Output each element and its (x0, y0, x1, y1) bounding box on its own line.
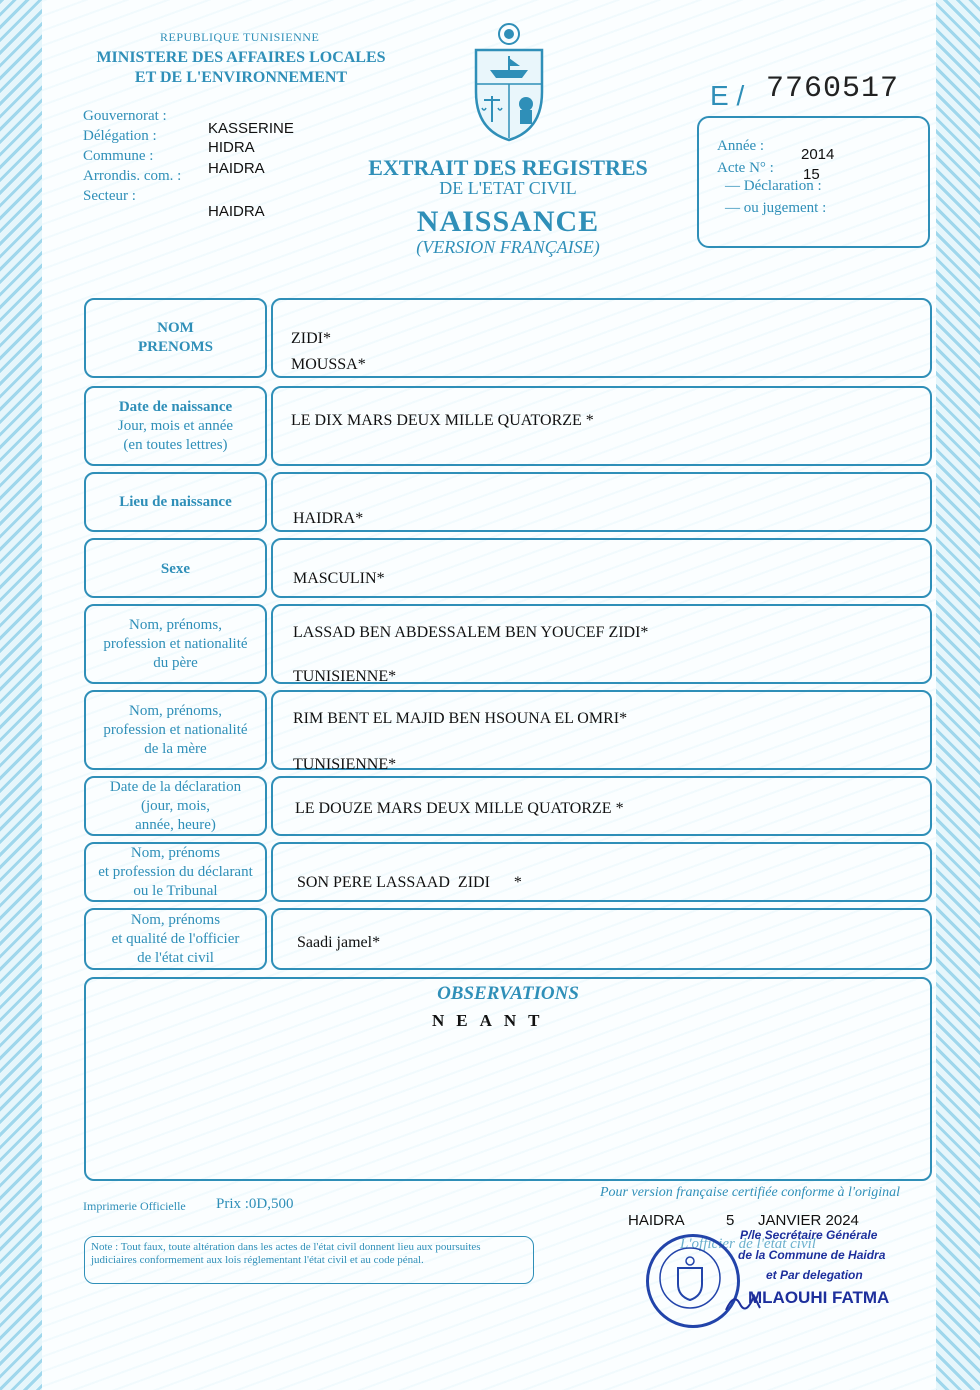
ministry-heading (88, 48, 394, 88)
row-value-pere (271, 604, 932, 684)
issue-day: 5 (726, 1212, 735, 1229)
label-date-naissance: Date de naissance (118, 398, 233, 415)
value-pere-nationalite: TUNISIENNE* (293, 668, 397, 685)
title-version: (VERSION FRANÇAISE) (416, 237, 600, 257)
label-declarant-3: ou le Tribunal (133, 882, 218, 899)
title-type: NAISSANCE (416, 205, 600, 238)
certified-label: Pour version française certifiée conforme à l'original (600, 1185, 901, 1200)
ministry-line-2: ET DE L'ENVIRONNEMENT (134, 69, 348, 86)
signature-line-2: de la Commune de Haidra (738, 1248, 886, 1262)
row-label-mere (84, 690, 267, 770)
row-label-declarant (84, 842, 267, 902)
register-box (697, 116, 930, 248)
serial-number: 7760517 (766, 72, 900, 106)
value-sexe: MASCULIN* (293, 570, 385, 587)
value-gouvernorat: KASSERINE (208, 120, 294, 137)
label-secteur: Secteur : (83, 188, 136, 204)
row-label-nom-prenoms (84, 298, 267, 378)
value-secteur: HAIDRA (208, 203, 265, 220)
value-nom: ZIDI* (291, 330, 331, 347)
label-pere-2: profession et nationalité (103, 635, 248, 652)
value-acte: 15 (803, 166, 820, 183)
price-label: Prix :0D,500 (216, 1196, 294, 1212)
label-acte: Acte N° : (717, 160, 774, 176)
row-value-officier (271, 908, 932, 970)
label-gouvernorat: Gouvernorat : (83, 108, 167, 124)
signature-name: MLAOUHI FATMA (748, 1288, 890, 1307)
label-pere-3: du père (153, 654, 198, 671)
label-date-naissance-sub1: Jour, mois et année (117, 417, 234, 434)
admin-labels (83, 106, 181, 206)
value-delegation: HIDRA (208, 139, 255, 156)
label-declaration: — Déclaration : (725, 178, 822, 194)
row-value-lieu (271, 472, 932, 532)
label-declarant-2: et profession du déclarant (98, 863, 253, 880)
value-date-naissance: LE DIX MARS DEUX MILLE QUATORZE * (291, 412, 594, 429)
issue-month-year: JANVIER 2024 (758, 1212, 859, 1229)
label-mere-1: Nom, prénoms, (129, 702, 222, 719)
label-commune: Commune : (83, 148, 154, 164)
printer-label: Imprimerie Officielle (83, 1199, 186, 1213)
value-declaration: LE DOUZE MARS DEUX MILLE QUATORZE * (295, 800, 624, 817)
officer-caption: L'officier de l'état civil (680, 1236, 816, 1252)
signature-line-3: et Par delegation (766, 1268, 863, 1282)
observations-title: OBSERVATIONS (437, 983, 579, 1004)
label-declarant-1: Nom, prénoms (130, 844, 221, 861)
label-officier-3: de l'état civil (137, 949, 214, 966)
row-value-declarant (271, 842, 932, 902)
label-annee: Année : (717, 138, 765, 154)
label-delegation: Délégation : (83, 128, 157, 144)
label-sexe: Sexe (160, 561, 191, 577)
row-label-pere (84, 604, 267, 684)
value-commune: HAIDRA (208, 160, 265, 177)
signature-line-1: P/le Secrétaire Générale (740, 1228, 878, 1242)
row-value-mere (271, 690, 932, 773)
signature-scribble-icon (724, 1290, 764, 1314)
label-declaration-2: (jour, mois, (141, 797, 210, 814)
stamp-emblem-icon (646, 1234, 734, 1322)
value-pere-name: LASSAD BEN ABDESSALEM BEN YOUCEF ZIDI* (293, 624, 649, 641)
legal-note: Note : Tout faux, toute altération dans les actes de l'état civil donnent lieu aux poursuites judiciaires conformement aux lois réglementant l'état civil et au code pénal. (84, 1236, 534, 1284)
title-line-1: EXTRAIT DES REGISTRES (368, 155, 648, 180)
label-mere-2: profession et nationalité (103, 721, 248, 738)
row-label-date-naissance (84, 386, 267, 466)
issue-place: HAIDRA (628, 1212, 685, 1229)
row-value-date-naissance (271, 386, 932, 466)
value-lieu: HAIDRA* (293, 510, 364, 527)
label-date-naissance-sub2: (en toutes lettres) (123, 436, 228, 453)
observations-box (84, 977, 932, 1181)
label-nom: NOM (157, 320, 194, 336)
value-prenoms: MOUSSA* (291, 356, 366, 373)
label-pere-1: Nom, prénoms, (129, 616, 222, 633)
label-officier-2: et qualité de l'officier (111, 930, 240, 947)
ministry-line-1: MINISTERE DES AFFAIRES LOCALES (96, 49, 386, 66)
label-declaration-3: année, heure) (135, 816, 216, 833)
label-declaration-1: Date de la déclaration (109, 778, 242, 795)
value-mere-nationalite: TUNISIENNE* (293, 756, 397, 773)
label-prenoms: PRENOMS (138, 339, 213, 355)
republic-label: REPUBLIQUE TUNISIENNE (160, 30, 320, 44)
row-label-sexe (84, 538, 267, 598)
row-label-lieu (84, 472, 267, 532)
label-officier-1: Nom, prénoms (130, 911, 221, 928)
row-label-officier (84, 908, 267, 970)
label-lieu: Lieu de naissance (119, 493, 232, 510)
value-officier: Saadi jamel* (297, 934, 381, 951)
document-title (340, 155, 676, 258)
value-annee: 2014 (801, 146, 835, 163)
row-value-nom-prenoms (271, 298, 932, 378)
label-mere-3: de la mère (144, 740, 207, 757)
row-value-declaration (271, 776, 932, 836)
serial-prefix: E / (710, 80, 745, 111)
coat-of-arms-emblem (468, 22, 550, 144)
row-value-sexe (271, 538, 932, 598)
value-mere-name: RIM BENT EL MAJID BEN HSOUNA EL OMRI* (293, 710, 628, 727)
observations-value: NEANT (432, 1011, 552, 1030)
label-jugement: — ou jugement : (725, 200, 827, 216)
row-label-declaration (84, 776, 267, 836)
label-arrondissement: Arrondis. com. : (83, 168, 182, 184)
title-line-2: DE L'ETAT CIVIL (439, 178, 577, 198)
value-declarant: SON PERE LASSAAD ZIDI * (297, 874, 522, 891)
